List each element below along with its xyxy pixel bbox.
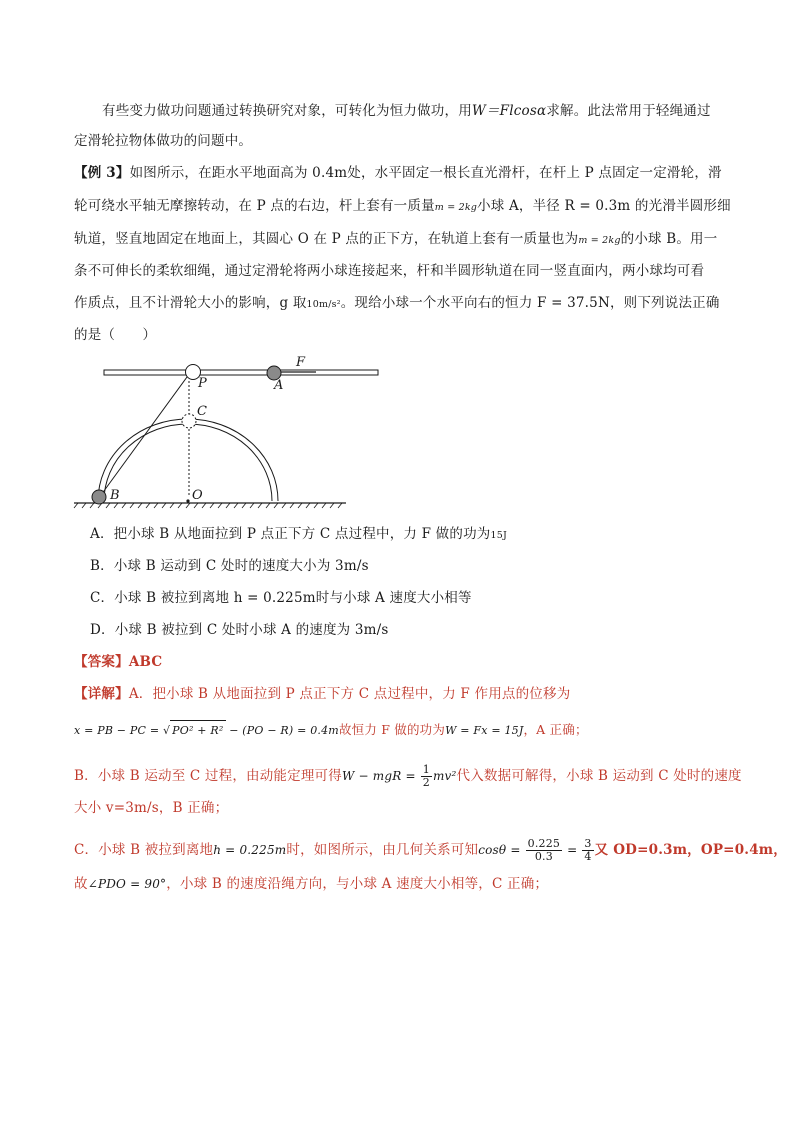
equals-sign: =	[563, 843, 582, 857]
detail-text: 故	[74, 876, 88, 892]
detail-b-line-1	[74, 764, 742, 789]
angle-value: ∠PDO = 90°	[87, 877, 167, 891]
answer-value: ABC	[128, 654, 163, 670]
option-text: A．把小球 B 从地面拉到 P 点正下方 C 点过程中，力 F 做的功为	[90, 526, 491, 542]
option-d[interactable]: D．小球 B 被拉到 C 处时小球 A 的速度为 3m/s	[90, 622, 389, 638]
label-b: B	[110, 488, 120, 503]
detail-text: ，小球 B 的速度沿绳方向，与小球 A 速度大小相等，C 正确；	[166, 876, 549, 892]
detail-text: 又 OD=0.3m，OP=0.4m，	[594, 842, 787, 858]
mass-a: m = 2kg	[434, 202, 478, 213]
height-value: h = 0.225m	[213, 843, 287, 857]
example-line-3	[74, 229, 717, 251]
label-a: A	[274, 378, 284, 393]
fraction-1: $\frac{0.225}{0.3}$	[527, 837, 561, 863]
example-text: 作质点，且不计滑轮大小的影响，g 取	[74, 295, 307, 311]
half-fraction: $\frac{1}{2}$	[422, 763, 430, 789]
detail-b-line-2: 大小 v=3m/s，B 正确；	[74, 800, 229, 816]
detail-c-line-2	[74, 874, 548, 894]
center-o-dot	[186, 499, 189, 502]
detail-text: 故恒力 F 做的功为	[338, 722, 446, 737]
option-a[interactable]	[90, 524, 507, 546]
intro-line-1	[102, 101, 711, 121]
label-f: F	[296, 355, 306, 370]
ball-b	[92, 490, 106, 504]
semicircle-track-inner	[104, 424, 272, 501]
example-line-5	[74, 293, 720, 315]
option-c[interactable]: C．小球 B 被拉到离地 h = 0.225m时与小球 A 速度大小相等	[90, 590, 472, 606]
work-formula: W＝Flcosα	[471, 103, 547, 119]
kinetic-term: mv²	[432, 769, 457, 783]
detail-a-line-2: x = PB − PC = √ PO² + R² − (PO − R) = 0.4m故恒力 F 做的功为W = Fx = 15J，A 正确；	[74, 720, 588, 741]
cos-term: cosθ =	[478, 843, 525, 857]
mass-b: m = 2kg	[578, 235, 621, 246]
intro-text-tail: 求解。此法常用于轻绳通过	[546, 103, 711, 119]
displacement-result: − (PO − R) = 0.4m	[225, 724, 339, 737]
detail-text: ，A 正确；	[523, 722, 588, 737]
label-o: O	[192, 488, 203, 503]
example-line-6: 的是（ ）	[74, 327, 157, 343]
semicircle-track-outer	[98, 419, 278, 501]
gravity-value: 10m/s²	[306, 299, 341, 310]
example-tag: 【例 3】	[74, 165, 130, 181]
detail-text: B．小球 B 运动至 C 过程，由动能定理可得	[74, 768, 342, 784]
answer-label: 【答案】	[74, 654, 129, 670]
option-value: 15J	[490, 530, 507, 541]
label-p: P	[198, 376, 207, 391]
example-line-1	[74, 163, 722, 183]
intro-line-2: 定滑轮拉物体做功的问题中。	[74, 133, 253, 149]
detail-c-line-1	[74, 838, 787, 863]
detail-text: A．把小球 B 从地面拉到 P 点正下方 C 点过程中，力 F 作用点的位移为	[128, 686, 571, 702]
displacement-formula: x = PB − PC =	[74, 724, 163, 737]
sqrt-term: PO² + R²	[170, 720, 225, 741]
rope	[101, 377, 187, 495]
example-text: 。现给小球一个水平向右的恒力 F = 37.5N，则下列说法正确	[340, 295, 720, 311]
point-c-circle	[182, 414, 196, 428]
example-text: 轮可绕水平轴无摩擦转动，在 P 点的右边，杆上套有一质量	[74, 198, 435, 214]
detail-label: 【详解】	[74, 686, 129, 702]
detail-text: C．小球 B 被拉到离地	[74, 842, 214, 858]
example-line-4: 条不可伸长的柔软细绳，通过定滑轮将两小球连接起来，杆和半圆形轨道在同一竖直面内，两小球均可看	[74, 263, 705, 279]
example-line-2	[74, 196, 731, 218]
detail-text: 代入数据可解得，小球 B 运动到 C 处时的速度	[456, 768, 742, 784]
work-result: W = Fx = 15J	[445, 724, 524, 737]
example-text: 的小球 B。用一	[620, 231, 718, 247]
energy-equation: W − mgR =	[341, 769, 420, 783]
ground-hatch	[74, 503, 342, 508]
option-b[interactable]: B．小球 B 运动到 C 处时的速度大小为 3m/s	[90, 558, 369, 574]
physics-diagram	[70, 355, 390, 520]
example-text: 如图所示，在距水平地面高为 0.4m处，水平固定一根长直光滑杆，在杆上 P 点固定一定滑轮，滑	[129, 165, 722, 181]
answer-line	[74, 652, 162, 672]
detail-a-line-1	[74, 684, 570, 704]
horizontal-rod	[104, 370, 378, 375]
detail-text: 时，如图所示，由几何关系可知	[286, 842, 479, 858]
example-text: 轨道，竖直地固定在地面上，其圆心 O 在 P 点的正下方，在轨道上套有一质量也为	[74, 231, 579, 247]
label-c: C	[197, 404, 207, 419]
fraction-2: $\frac{3}{4}$	[584, 837, 592, 863]
example-text: 小球 A，半径 R = 0.3m 的光滑半圆形细	[477, 198, 731, 214]
intro-text: 有些变力做功问题通过转换研究对象，可转化为恒力做功，用	[102, 103, 472, 119]
